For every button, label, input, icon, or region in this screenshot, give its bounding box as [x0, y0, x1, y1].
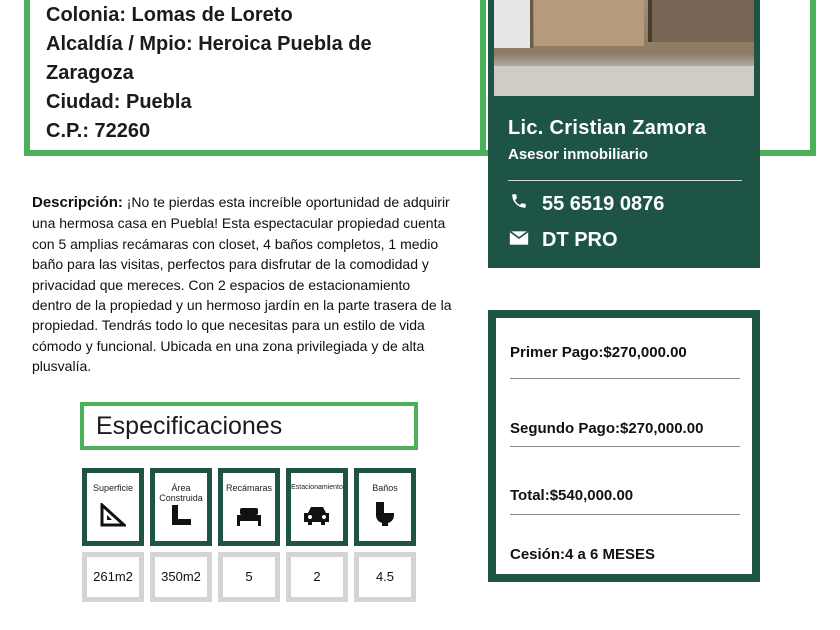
agent-name: Lic. Cristian Zamora [508, 117, 707, 139]
spec-label: Recámaras [225, 483, 272, 493]
spec-value: 5 [218, 552, 280, 602]
phone-icon [508, 192, 530, 216]
spec-value: 261m2 [82, 552, 144, 602]
spec-recamaras [218, 468, 280, 546]
agent-divider [508, 180, 742, 181]
property-photo [494, 0, 754, 96]
spec-banos [354, 468, 416, 546]
payment-cesion: Cesión:4 a 6 MESES [510, 546, 656, 563]
mail-icon [508, 229, 530, 252]
spec-superficie [82, 468, 144, 546]
payment-divider [510, 378, 740, 379]
toilet-icon [359, 501, 411, 533]
spec-label: Estacionamiento [291, 484, 343, 491]
bed-icon [223, 505, 275, 533]
agent-phone[interactable] [508, 192, 664, 216]
ruler-triangle-icon [87, 503, 139, 533]
specs-header [80, 402, 418, 450]
description [32, 192, 452, 377]
address-alcaldia-cont: Zaragoza [46, 62, 134, 84]
address-cp: C.P.: 72260 [46, 120, 151, 142]
square-ruler-icon [155, 503, 207, 533]
payment-second: Segundo Pago:$270,000.00 [510, 420, 704, 437]
spec-estacionamiento [286, 468, 348, 546]
phone-number: 55 6519 0876 [542, 193, 665, 215]
payment-total: Total:$540,000.00 [510, 487, 634, 504]
agent-role: Asesor inmobiliario [508, 146, 649, 163]
spec-label: Superficie [92, 483, 134, 493]
spec-label: Baños [372, 483, 398, 493]
payment-divider [510, 446, 740, 447]
spec-label: Área Construida [159, 483, 203, 503]
address-colonia: Colonia: Lomas de Loreto [46, 4, 293, 26]
spec-area-construida [150, 468, 212, 546]
green-divider-vertical [810, 0, 816, 156]
spec-value: 350m2 [150, 552, 212, 602]
car-icon [291, 505, 343, 533]
agent-card [488, 0, 760, 268]
spec-value: 4.5 [354, 552, 416, 602]
company-name: DT PRO [542, 229, 618, 251]
payment-first: Primer Pago:$270,000.00 [510, 344, 687, 361]
description-text: ¡No te pierdas esta increíble oportunidad de adquirir una hermosa casa en Puebla! Esta espectacular propiedad cuenta con 5 amplias recámaras con closet, 4 baños completos, 1 medio baño para las visitas, perfectos para disfrutar de la comodidad y privacidad que mereces. Con 2 espacios de estacionamiento dentro de la propiedad y un hermoso jardín en la parte trasera de la propiedad. Tendrás todo lo que necesitas para un estilo de vida cómodo y funcional. Ubicada en una zona privilegiada y de alta plusvalía. [32, 194, 452, 375]
address-alcaldia: Alcaldía / Mpio: Heroica Puebla de [46, 33, 372, 55]
payments-box [488, 310, 760, 582]
specs-title: Especificaciones [96, 412, 283, 440]
payment-divider [510, 514, 740, 515]
description-label: Descripción: [32, 194, 123, 211]
agent-company [508, 229, 618, 252]
address-ciudad: Ciudad: Puebla [46, 91, 192, 113]
address-box [24, 0, 486, 156]
spec-value: 2 [286, 552, 348, 602]
